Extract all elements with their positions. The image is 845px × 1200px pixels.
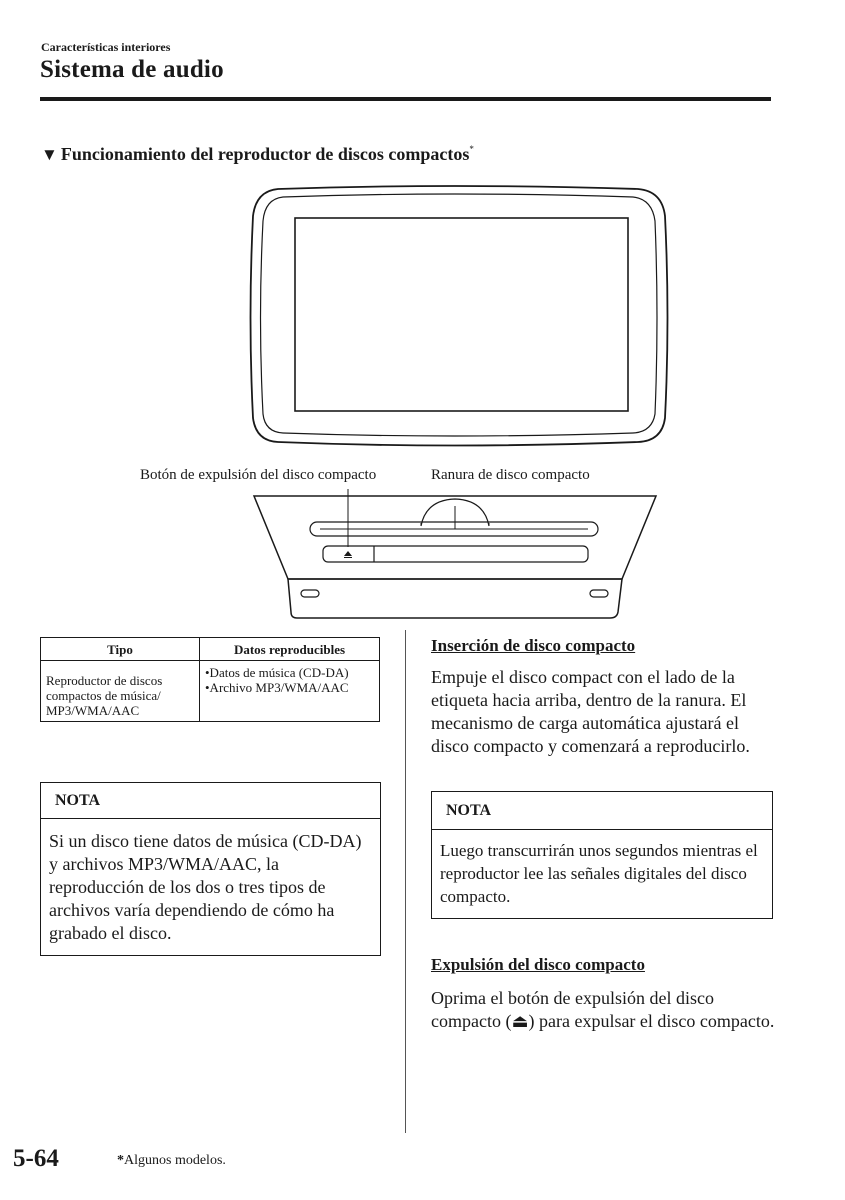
list-item: •Datos de música (CD-DA)	[205, 665, 349, 680]
table-header-datos: Datos reproducibles	[200, 638, 380, 661]
column-divider	[405, 630, 406, 1133]
breadcrumb: Características interiores	[41, 40, 171, 54]
triangle-marker-icon: ▼	[41, 145, 58, 164]
footnote-mark: *	[117, 1153, 124, 1168]
display-screen-illustration	[251, 186, 668, 446]
section-asterisk: *	[469, 144, 474, 154]
callout-eject-button: Botón de expulsión del disco compacto	[140, 467, 377, 483]
table-row	[41, 661, 380, 722]
table-cell-tipo: Reproductor de discos compactos de música/ MP3/WMA/AAC	[41, 661, 200, 722]
table-header-row	[41, 638, 380, 661]
playable-data-table	[40, 637, 380, 722]
callout-disc-slot: Ranura de disco compacto	[431, 467, 590, 483]
note-box-right	[431, 791, 773, 919]
section-heading-text: Funcionamiento del reproductor de discos compactos	[60, 144, 470, 164]
insert-heading: Inserción de disco compacto	[431, 636, 636, 655]
table-cell-datos	[200, 661, 380, 722]
note-box-left	[40, 782, 381, 956]
page-title: Sistema de audio	[40, 56, 224, 83]
eject-text-before: Oprima el botón de expulsión del disco compacto (	[431, 988, 714, 1031]
eject-text-after: ) para expulsar el disco compacto.	[528, 1011, 775, 1031]
eject-paragraph	[431, 987, 776, 1033]
page-number: 5-64	[13, 1145, 59, 1172]
insert-paragraph: Empuje el disco compact con el lado de la etiqueta hacia arriba, dentro de la ranura. El mecanismo de carga automática ajustará el disco compacto y comenzará a reproducirlo.	[431, 667, 750, 756]
eject-heading: Expulsión del disco compacto	[431, 955, 645, 974]
list-item: •Archivo MP3/WMA/AAC	[205, 680, 349, 695]
cd-unit-illustration	[254, 489, 656, 618]
footnote	[117, 1153, 226, 1169]
note-text: Luego transcurrirán unos segundos mientras el reproductor lee las señales digitales del disco compacto.	[440, 841, 758, 906]
eject-symbol-icon: ⏏	[511, 1011, 529, 1031]
table-header-tipo: Tipo	[41, 638, 200, 661]
note-label: NOTA	[41, 783, 380, 819]
footnote-text: Algunos modelos.	[124, 1153, 226, 1168]
eject-button-icon	[344, 551, 352, 558]
note-label: NOTA	[432, 792, 772, 830]
note-text: Si un disco tiene datos de música (CD-DA) y archivos MP3/WMA/AAC, la reproducción de los dos o tres tipos de archivos varía dependiendo de cómo ha grabado el disco.	[49, 831, 362, 943]
disc-slot	[310, 522, 598, 536]
